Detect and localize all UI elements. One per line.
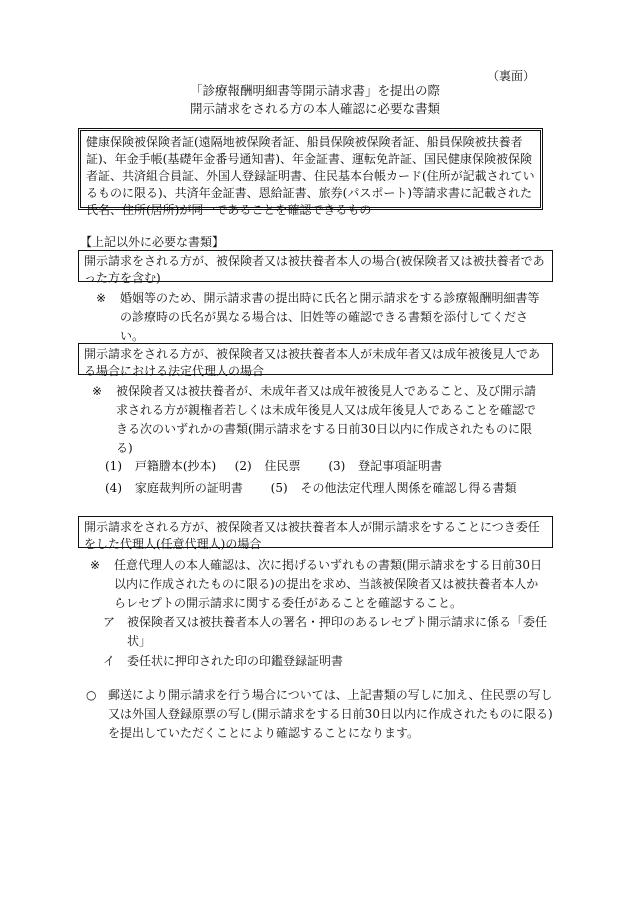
list-item-label: その他法定代理人関係を確認し得る書類 — [300, 481, 517, 495]
case3-header-box — [78, 516, 553, 551]
note-mark: ※ — [96, 291, 107, 305]
sub-item-text: 委任状に押印された印の印鑑登録証明書 — [127, 654, 344, 668]
case1-header-box — [78, 250, 553, 285]
case2-header-box — [78, 343, 553, 378]
list-item-label: 戸籍謄本(抄本) — [134, 459, 217, 473]
case2-header-text: 開示請求をされる方が、被保険者又は被扶養者本人が未成年者又は成年被後見人である場合における法定代理人の場合 — [84, 347, 541, 378]
list-item-number: (3) — [328, 459, 346, 473]
note-mark: ※ — [92, 384, 103, 398]
mail-request-note — [86, 686, 556, 746]
list-item-number: (5) — [270, 481, 288, 495]
circle-mark: ○ — [86, 688, 97, 702]
case1-note — [96, 289, 556, 343]
sub-item-text: 被保険者又は被扶養者本人の署名・押印のあるレセプト開示請求に係る「委任状」 — [127, 615, 548, 648]
list-item-number: (1) — [105, 459, 122, 473]
case3-sub-item — [103, 613, 553, 653]
document-title-line2: 開示請求をされる方の本人確認に必要な書類 — [189, 101, 440, 116]
document-list-row — [105, 458, 442, 475]
list-item-label: 家庭裁判所の証明書 — [134, 481, 243, 495]
case1-header-text: 開示請求をされる方が、被保険者又は被扶養者本人の場合(被保険者又は被扶養者であった方を含む) — [84, 254, 545, 285]
case2-note-text: 被保険者又は被扶養者が、未成年者又は成年被後見人であること、及び開示請求される方が親権者若しくは未成年後見人又は成年後見人であることを確認できる次のいずれかの書類(開示請求をする日前30日以内に作成されたものに限る) — [116, 384, 537, 455]
list-item-number: (2) — [234, 459, 252, 473]
list-item-label: 住民票 — [264, 459, 301, 473]
accepted-id-documents-text: 健康保険被保険者証(遠隔地被保険者証、船員保険被保険者証、船員保険被扶養者証)、年金手帳(基礎年金番号通知書)、年金証書、運転免許証、国民健康保険被保険者証、共済組合員証、外国人登録証明書、住民基本台帳カード(住所が記載されているものに限る)、共済年金証書、恩給証書、旅券(パスポート)等請求書に記載された氏名、住所(居所)が同一であることを確認できるもの — [86, 135, 535, 217]
case3-header-text: 開示請求をされる方が、被保険者又は被扶養者本人が開示請求をすることにつき委任をした代理人(任意代理人)の場合 — [84, 520, 540, 551]
case2-note — [92, 382, 552, 455]
document-title-line1: 「診療報酬明細書等開示請求書」を提出の際 — [189, 83, 440, 98]
case3-sub-item — [103, 652, 553, 672]
list-item-number: (4) — [105, 481, 122, 495]
section-header-other-documents: 【上記以外に必要な書類】 — [80, 235, 225, 249]
page-side-label: （裏面） — [486, 69, 535, 83]
note-mark: ※ — [90, 558, 101, 572]
sub-item-label: イ — [103, 654, 116, 668]
case1-note-text: 婚姻等のため、開示請求書の提出時に氏名と開示請求をする診療報酬明細書等の診療時の氏名が異なる場合は、旧姓等の確認できる書類を添付してください。 — [120, 291, 540, 343]
sub-item-label: ア — [103, 615, 116, 629]
mail-request-note-text: 郵送により開示請求を行う場合については、上記書類の写しに加え、住民票の写し又は外国人登録原票の写し(開示請求をする日前30日以内に作成されたものに限る)を提出していただくことにより確認することになります。 — [108, 688, 553, 740]
document-list-row — [105, 480, 517, 497]
list-item-label: 登記事項証明書 — [358, 459, 443, 473]
case3-note — [90, 556, 560, 616]
accepted-id-documents-box — [78, 128, 543, 217]
case3-note-text: 任意代理人の本人確認は、次に掲げるいずれもの書類(開示請求をする日前30日以内に作成されたものに限る)の提出を求め、当該被保険者又は被扶養者本人からレセプトの開示請求に関する委任があることを確認すること。 — [114, 558, 542, 610]
